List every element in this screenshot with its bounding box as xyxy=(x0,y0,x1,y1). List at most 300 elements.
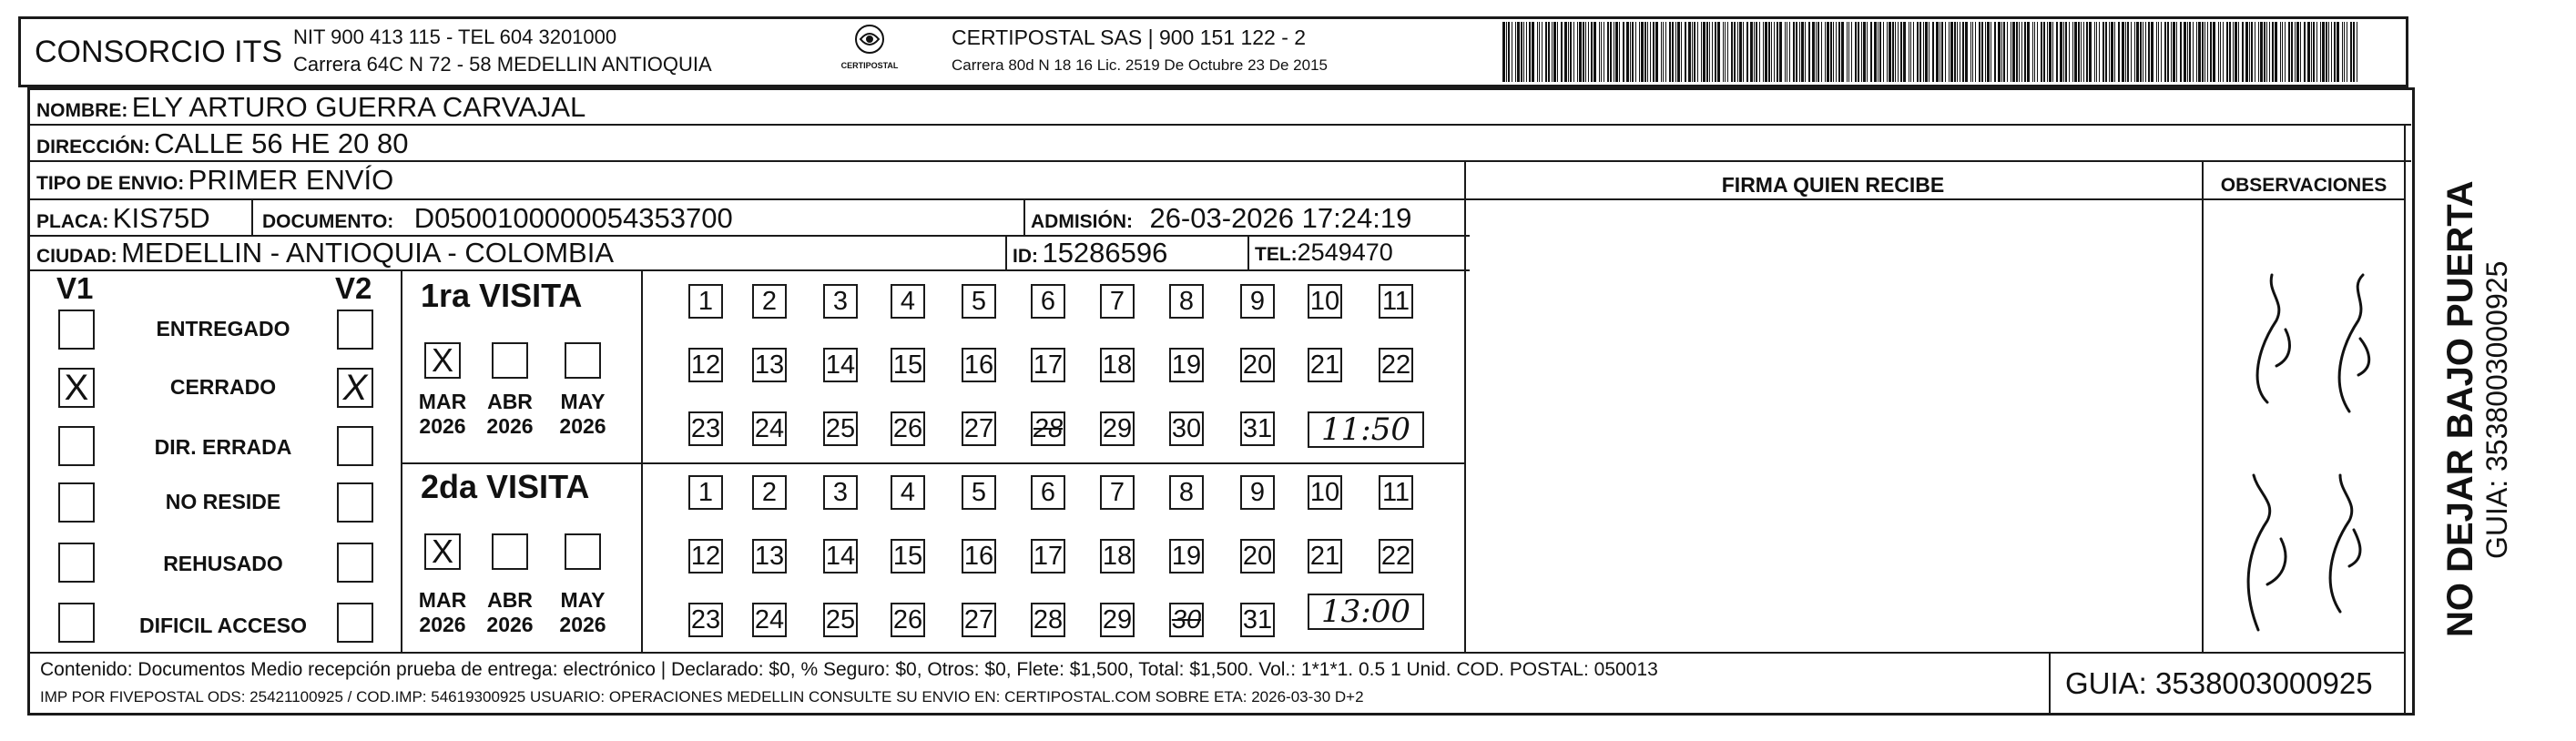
barcode-bar xyxy=(2320,22,2321,82)
barcode-bar xyxy=(2016,22,2018,82)
day-box[interactable]: 26 xyxy=(891,411,925,446)
barcode-bar xyxy=(1523,22,1524,82)
day-box[interactable]: 6 xyxy=(1031,475,1065,510)
v2-checkbox-cerrado[interactable]: X xyxy=(337,368,373,408)
day-box[interactable]: 9 xyxy=(1240,284,1275,319)
barcode-bar xyxy=(1599,22,1600,82)
barcode-bar xyxy=(2024,22,2026,82)
day-box[interactable]: 31 xyxy=(1240,603,1275,637)
barcode-bar xyxy=(1647,22,1648,82)
doc-divider xyxy=(1023,198,1025,235)
day-box[interactable]: 21 xyxy=(1308,348,1342,382)
barcode-bar xyxy=(2096,22,2097,82)
day-box[interactable]: 11 xyxy=(1379,284,1413,319)
day-box[interactable]: 23 xyxy=(688,411,723,446)
barcode-bar xyxy=(2125,22,2126,82)
barcode-bar xyxy=(2207,22,2208,82)
barcode-bar xyxy=(1879,22,1881,82)
day-box[interactable]: 4 xyxy=(891,284,925,319)
barcode-bar xyxy=(1548,22,1550,82)
barcode-bar xyxy=(2353,22,2355,82)
status-label-dificil-acceso: DIFICIL ACCESO xyxy=(138,614,307,637)
barcode-bar xyxy=(2304,22,2306,82)
day-box[interactable]: 14 xyxy=(823,539,858,574)
barcode-bar xyxy=(2334,22,2336,82)
day-box[interactable]: 2 xyxy=(752,475,787,510)
tel-value: 2549470 xyxy=(1297,239,1393,266)
side-guia: GUIA: 3538003000925 xyxy=(2480,260,2513,559)
visit2-title: 2da VISITA xyxy=(421,468,590,505)
day-box[interactable]: 1 xyxy=(688,475,723,510)
barcode-bar xyxy=(2288,22,2290,82)
day-box[interactable]: 16 xyxy=(962,348,996,382)
day-box[interactable]: 28 xyxy=(1031,603,1065,637)
tipo-label: TIPO DE ENVIO: xyxy=(36,173,185,194)
day-box[interactable]: 20 xyxy=(1240,539,1275,574)
barcode-bar xyxy=(2027,22,2030,82)
row-divider xyxy=(27,160,2411,162)
visit2-month-mar xyxy=(415,588,470,637)
day-box[interactable]: 15 xyxy=(891,539,925,574)
barcode-bar xyxy=(1932,22,1934,82)
day-box[interactable]: 7 xyxy=(1100,284,1135,319)
barcode-bar xyxy=(2081,22,2082,82)
barcode-bar xyxy=(1641,22,1644,82)
day-box[interactable]: 22 xyxy=(1379,348,1413,382)
barcode-bar xyxy=(1863,22,1866,82)
barcode-bar xyxy=(2342,22,2343,82)
barcode-bar xyxy=(2322,22,2325,82)
barcode-bar xyxy=(2164,22,2166,82)
tipo-row xyxy=(36,164,393,197)
barcode-bar xyxy=(1650,22,1651,82)
day-box[interactable]: 1 xyxy=(688,284,723,319)
barcode-bar xyxy=(1816,22,1817,82)
visit1-month-may-checkbox[interactable] xyxy=(565,342,601,379)
barcode-bar xyxy=(1526,22,1527,82)
barcode-bar xyxy=(1858,22,1859,82)
barcode-bar xyxy=(2052,22,2053,82)
barcode-bar xyxy=(2291,22,2293,82)
barcode-bar xyxy=(1542,22,1543,82)
barcode-bar xyxy=(1883,22,1884,82)
barcode-bar xyxy=(2148,22,2150,82)
v2-checkbox-dificil-acceso[interactable] xyxy=(337,603,373,643)
direccion-value: CALLE 56 HE 20 80 xyxy=(154,127,409,159)
visit-divider xyxy=(401,462,1466,464)
barcode-bar xyxy=(2136,22,2139,82)
day-box[interactable]: 29 xyxy=(1100,603,1135,637)
barcode-bar xyxy=(1987,22,1990,82)
day-box[interactable]: 27 xyxy=(962,411,996,446)
barcode-bar xyxy=(2275,22,2277,82)
barcode-bar xyxy=(2140,22,2142,82)
barcode-bar xyxy=(2285,22,2286,82)
barcode-bar xyxy=(2156,22,2157,82)
footer-imp: IMP POR FIVEPOSTAL ODS: 25421100925 / COD.IMP: 54619300925 USUARIO: OPERACIONES MEDELLIN CONSULTE SU ENVIO EN: CERTIPOSTAL.COM SOBRE ETA: 2026-03-30 D+2 xyxy=(40,688,1364,705)
barcode-bar xyxy=(1756,22,1757,82)
barcode-bar xyxy=(2189,22,2191,82)
barcode-bar xyxy=(1994,22,1996,82)
day-box[interactable]: 29 xyxy=(1100,411,1135,446)
visit2-month-abr xyxy=(483,588,537,637)
barcode-bar xyxy=(1779,22,1782,82)
month-name: MAR xyxy=(418,390,467,413)
barcode-bar xyxy=(1653,22,1655,82)
barcode-bar xyxy=(2272,22,2274,82)
placa-divider xyxy=(251,198,253,235)
day-box[interactable]: 13 xyxy=(752,539,787,574)
barcode-bar xyxy=(1675,22,1676,82)
day-box[interactable]: 6 xyxy=(1031,284,1065,319)
day-box[interactable]: 19 xyxy=(1169,348,1204,382)
barcode-bar xyxy=(1709,22,1710,82)
barcode-bar xyxy=(1607,22,1609,82)
barcode-bar xyxy=(2012,22,2015,82)
barcode-bar xyxy=(1588,22,1589,82)
tipo-value: PRIMER ENVÍO xyxy=(188,164,394,196)
day-box[interactable]: 18 xyxy=(1100,348,1135,382)
barcode-bar xyxy=(2176,22,2177,82)
barcode-bar xyxy=(1910,22,1911,82)
tel-label: TEL: xyxy=(1255,244,1298,265)
nombre-value: ELY ARTURO GUERRA CARVAJAL xyxy=(131,91,586,123)
barcode-bar xyxy=(1521,22,1522,82)
barcode-bar xyxy=(1789,22,1790,82)
firma-header-line xyxy=(1464,198,2404,200)
barcode-bar xyxy=(2344,22,2345,82)
barcode-bar xyxy=(1517,22,1520,82)
barcode-bar xyxy=(2069,22,2070,82)
day-box[interactable]: 9 xyxy=(1240,475,1275,510)
barcode-bar xyxy=(1615,22,1618,82)
documento-label: DOCUMENTO: xyxy=(262,211,394,232)
day-box[interactable]: 22 xyxy=(1379,539,1413,574)
barcode-bar xyxy=(2213,22,2215,82)
ciudad-label: CIUDAD: xyxy=(36,246,117,267)
v2-checkbox-entregado[interactable] xyxy=(337,310,373,350)
barcode-bar xyxy=(1957,22,1958,82)
barcode-bar xyxy=(2204,22,2205,82)
barcode-bar xyxy=(1821,22,1822,82)
barcode-bar xyxy=(2114,22,2115,82)
visit2-time[interactable]: 13:00 xyxy=(1308,594,1424,630)
barcode-bar xyxy=(1665,22,1666,82)
v1-checkbox-dificil-acceso[interactable] xyxy=(58,603,95,643)
v1-checkbox-no-reside[interactable] xyxy=(58,482,95,523)
visit2-month-may xyxy=(555,588,610,637)
barcode-bar xyxy=(1585,22,1586,82)
day-box[interactable]: 17 xyxy=(1031,348,1065,382)
barcode-bar xyxy=(1919,22,1921,82)
barcode-bar xyxy=(1861,22,1862,82)
firma-label: FIRMA QUIEN RECIBE xyxy=(1721,173,1945,197)
barcode-bar xyxy=(2049,22,2052,82)
barcode-bar xyxy=(1626,22,1629,82)
v2-checkbox-no-reside[interactable] xyxy=(337,482,373,523)
barcode-bar xyxy=(2235,22,2237,82)
observaciones-handwriting xyxy=(2204,202,2402,648)
barcode-bar xyxy=(1669,22,1671,82)
day-box[interactable]: 3 xyxy=(823,475,858,510)
barcode-bar xyxy=(1632,22,1634,82)
day-box[interactable]: 5 xyxy=(962,284,996,319)
day-box[interactable]: 8 xyxy=(1169,284,1204,319)
month-name: MAY xyxy=(560,390,606,413)
barcode-bar xyxy=(2161,22,2162,82)
handwriting-signature-icon xyxy=(2204,202,2402,648)
barcode-bar xyxy=(1793,22,1795,82)
barcode-bar xyxy=(2202,22,2204,82)
barcode-bar xyxy=(2223,22,2224,82)
barcode-bar xyxy=(1672,22,1674,82)
visit1-month-mar xyxy=(415,390,470,439)
barcode-bar xyxy=(2251,22,2253,82)
barcode-bar xyxy=(2218,22,2219,82)
no-dejar-bajo-puerta: NO DEJAR BAJO PUERTA xyxy=(2440,180,2480,637)
barcode-bar xyxy=(1731,22,1733,82)
barcode-bar xyxy=(1610,22,1612,82)
barcode-bar xyxy=(1570,22,1572,82)
barcode-bar xyxy=(1583,22,1584,82)
day-box[interactable]: 10 xyxy=(1308,284,1342,319)
placa-value: KIS75D xyxy=(112,202,210,234)
barcode-bar xyxy=(1765,22,1767,82)
v2-checkbox-dir-errada[interactable] xyxy=(337,426,373,466)
day-box[interactable]: 11 xyxy=(1379,475,1413,510)
day-box[interactable]: 13 xyxy=(752,348,787,382)
barcode-bar xyxy=(2089,22,2092,82)
barcode-bar xyxy=(1945,22,1946,82)
barcode-bar xyxy=(2238,22,2239,82)
barcode-bar xyxy=(2245,22,2248,82)
footer-guia-divider xyxy=(2049,652,2051,716)
barcode-bar xyxy=(2001,22,2002,82)
v1-checkbox-cerrado[interactable]: X xyxy=(58,368,95,408)
footer-guia: GUIA: 3538003000925 xyxy=(2065,666,2373,700)
barcode-bar xyxy=(1874,22,1877,82)
barcode-bar xyxy=(1725,22,1726,82)
v1-checkbox-dir-errada[interactable] xyxy=(58,426,95,466)
visit1-month-mar-checkbox[interactable]: X xyxy=(424,342,461,379)
day-box[interactable]: 4 xyxy=(891,475,925,510)
certipostal-logo xyxy=(829,24,911,76)
placa-label: PLACA: xyxy=(36,211,109,232)
observaciones-handwriting-text xyxy=(2204,202,2215,203)
v2-checkbox-rehusado[interactable] xyxy=(337,543,373,583)
row-divider xyxy=(27,269,1470,271)
barcode-bar xyxy=(2326,22,2327,82)
day-box[interactable]: 25 xyxy=(823,603,858,637)
day-box[interactable]: 28 xyxy=(1031,411,1065,446)
barcode-bar xyxy=(1936,22,1939,82)
barcode-bar xyxy=(1913,22,1914,82)
barcode-bar xyxy=(1808,22,1810,82)
barcode-bar xyxy=(2047,22,2048,82)
day-box[interactable]: 20 xyxy=(1240,348,1275,382)
ciudad-cell xyxy=(36,237,614,269)
barcode-bar xyxy=(1867,22,1868,82)
barcode-bar xyxy=(1754,22,1755,82)
barcode-bar xyxy=(2043,22,2045,82)
barcode-bar xyxy=(2041,22,2042,82)
barcode-bar xyxy=(1723,22,1724,82)
month-year: 2026 xyxy=(486,414,534,438)
barcode-bar xyxy=(1737,22,1738,82)
barcode-bar xyxy=(2316,22,2317,82)
barcode-bar xyxy=(1949,22,1950,82)
day-box[interactable]: 2 xyxy=(752,284,787,319)
status-label-dir-errada: DIR. ERRADA xyxy=(154,435,292,459)
documento-value: D0500100000054353700 xyxy=(413,202,733,234)
barcode-bar xyxy=(1694,22,1695,82)
barcode-bar xyxy=(1785,22,1786,82)
day-box[interactable]: 18 xyxy=(1100,539,1135,574)
barcode-bar xyxy=(1923,22,1924,82)
barcode-bar xyxy=(2109,22,2110,82)
visit2-month-mar-checkbox[interactable]: X xyxy=(424,533,461,570)
barcode-bar xyxy=(1848,22,1849,82)
day-box[interactable]: 15 xyxy=(891,348,925,382)
barcode-bar xyxy=(1601,22,1602,82)
barcode-bar xyxy=(2171,22,2172,82)
month-year: 2026 xyxy=(419,613,466,636)
barcode-bar xyxy=(1965,22,1968,82)
day-box[interactable]: 30 xyxy=(1169,411,1204,446)
barcode-bar xyxy=(1847,22,1848,82)
barcode-bar xyxy=(1573,22,1574,82)
nombre-label: NOMBRE: xyxy=(36,100,128,121)
company-name: CONSORCIO ITS xyxy=(35,35,283,69)
day-box[interactable]: 8 xyxy=(1169,475,1204,510)
barcode-bar xyxy=(2337,22,2339,82)
visit2-month-abr-checkbox[interactable] xyxy=(492,533,528,570)
barcode-bar xyxy=(2280,22,2281,82)
barcode-bar xyxy=(1830,22,1832,82)
side-left-border xyxy=(2404,124,2406,716)
month-name: ABR xyxy=(487,390,533,413)
barcode-bar xyxy=(2083,22,2084,82)
barcode-bar xyxy=(1727,22,1728,82)
barcode-bar xyxy=(1630,22,1631,82)
day-box[interactable]: 14 xyxy=(823,348,858,382)
barcode-bar xyxy=(1529,22,1531,82)
id-divider xyxy=(1247,235,1249,269)
barcode-bar xyxy=(1701,22,1702,82)
barcode-bar xyxy=(2196,22,2197,82)
day-box[interactable]: 5 xyxy=(962,475,996,510)
visit1-month-abr xyxy=(483,390,537,439)
barcode-bar xyxy=(1697,22,1698,82)
day-box[interactable]: 21 xyxy=(1308,539,1342,574)
barcode-bar xyxy=(1887,22,1888,82)
visit1-time[interactable]: 11:50 xyxy=(1308,411,1424,448)
barcode-bar xyxy=(1981,22,1983,82)
barcode-bar xyxy=(1577,22,1578,82)
barcode-bar xyxy=(1768,22,1770,82)
barcode-bar xyxy=(1771,22,1772,82)
v1-checkbox-rehusado[interactable] xyxy=(58,543,95,583)
day-box[interactable]: 16 xyxy=(962,539,996,574)
placa-cell xyxy=(36,202,210,235)
day-box[interactable]: 12 xyxy=(688,348,723,382)
barcode-bar xyxy=(2193,22,2194,82)
month-year: 2026 xyxy=(419,414,466,438)
id-value: 15286596 xyxy=(1042,237,1168,269)
barcode-bar xyxy=(2331,22,2332,82)
day-box[interactable]: 27 xyxy=(962,603,996,637)
day-box[interactable]: 30 xyxy=(1169,603,1204,637)
barcode-bar xyxy=(1836,22,1837,82)
row-divider xyxy=(27,124,2411,126)
barcode-bar xyxy=(2242,22,2244,82)
barcode-bar xyxy=(1892,22,1894,82)
day-box[interactable]: 17 xyxy=(1031,539,1065,574)
v1-checkbox-entregado[interactable] xyxy=(58,310,95,350)
barcode-bar xyxy=(1502,22,1505,82)
barcode-bar xyxy=(1889,22,1891,82)
barcode-bar xyxy=(2350,22,2352,82)
direccion-row xyxy=(36,127,408,160)
barcode-bar xyxy=(1506,22,1507,82)
barcode-bar xyxy=(1557,22,1558,82)
barcode-bar xyxy=(1900,22,1902,82)
visit1-month-abr-checkbox[interactable] xyxy=(492,342,528,379)
day-box[interactable]: 12 xyxy=(688,539,723,574)
day-box[interactable]: 10 xyxy=(1308,475,1342,510)
day-box[interactable]: 24 xyxy=(752,603,787,637)
day-box[interactable]: 26 xyxy=(891,603,925,637)
barcode-bar xyxy=(2328,22,2329,82)
ciudad-value: MEDELLIN - ANTIOQUIA - COLOMBIA xyxy=(121,237,614,269)
day-box[interactable]: 31 xyxy=(1240,411,1275,446)
day-box[interactable]: 19 xyxy=(1169,539,1204,574)
barcode-bar xyxy=(1895,22,1896,82)
day-box[interactable]: 24 xyxy=(752,411,787,446)
v2-label: V2 xyxy=(335,271,372,305)
barcode-bar xyxy=(2264,22,2265,82)
barcode-bar xyxy=(1759,22,1760,82)
ciudad-divider xyxy=(1005,235,1007,269)
barcode-bar xyxy=(1663,22,1664,82)
certipostal-line2: Carrera 80d N 18 16 Lic. 2519 De Octubre 23 De 2015 xyxy=(952,56,1328,74)
visit2-month-may-checkbox[interactable] xyxy=(565,533,601,570)
barcode-bar xyxy=(2063,22,2064,82)
barcode-bar xyxy=(1568,22,1569,82)
barcode-bar xyxy=(1553,22,1556,82)
day-box[interactable]: 7 xyxy=(1100,475,1135,510)
barcode-bar xyxy=(2300,22,2301,82)
barcode-bar xyxy=(2074,22,2077,82)
barcode-bar xyxy=(1970,22,1971,82)
barcode-bar xyxy=(2127,22,2129,82)
tel-cell xyxy=(1255,239,1393,267)
barcode-bar xyxy=(1898,22,1899,82)
address-line: Carrera 64C N 72 - 58 MEDELLIN ANTIOQUIA xyxy=(293,53,712,76)
barcode-bar xyxy=(1655,22,1658,82)
day-box[interactable]: 3 xyxy=(823,284,858,319)
day-box[interactable]: 25 xyxy=(823,411,858,446)
barcode-bar xyxy=(2269,22,2270,82)
barcode-bar xyxy=(2072,22,2073,82)
barcode-bar xyxy=(1975,22,1976,82)
barcode-bar xyxy=(2103,22,2104,82)
barcode-bar xyxy=(2184,22,2186,82)
barcode-bar xyxy=(1515,22,1516,82)
barcode-bar xyxy=(2260,22,2263,82)
day-box[interactable]: 23 xyxy=(688,603,723,637)
barcode-bar xyxy=(1644,22,1646,82)
